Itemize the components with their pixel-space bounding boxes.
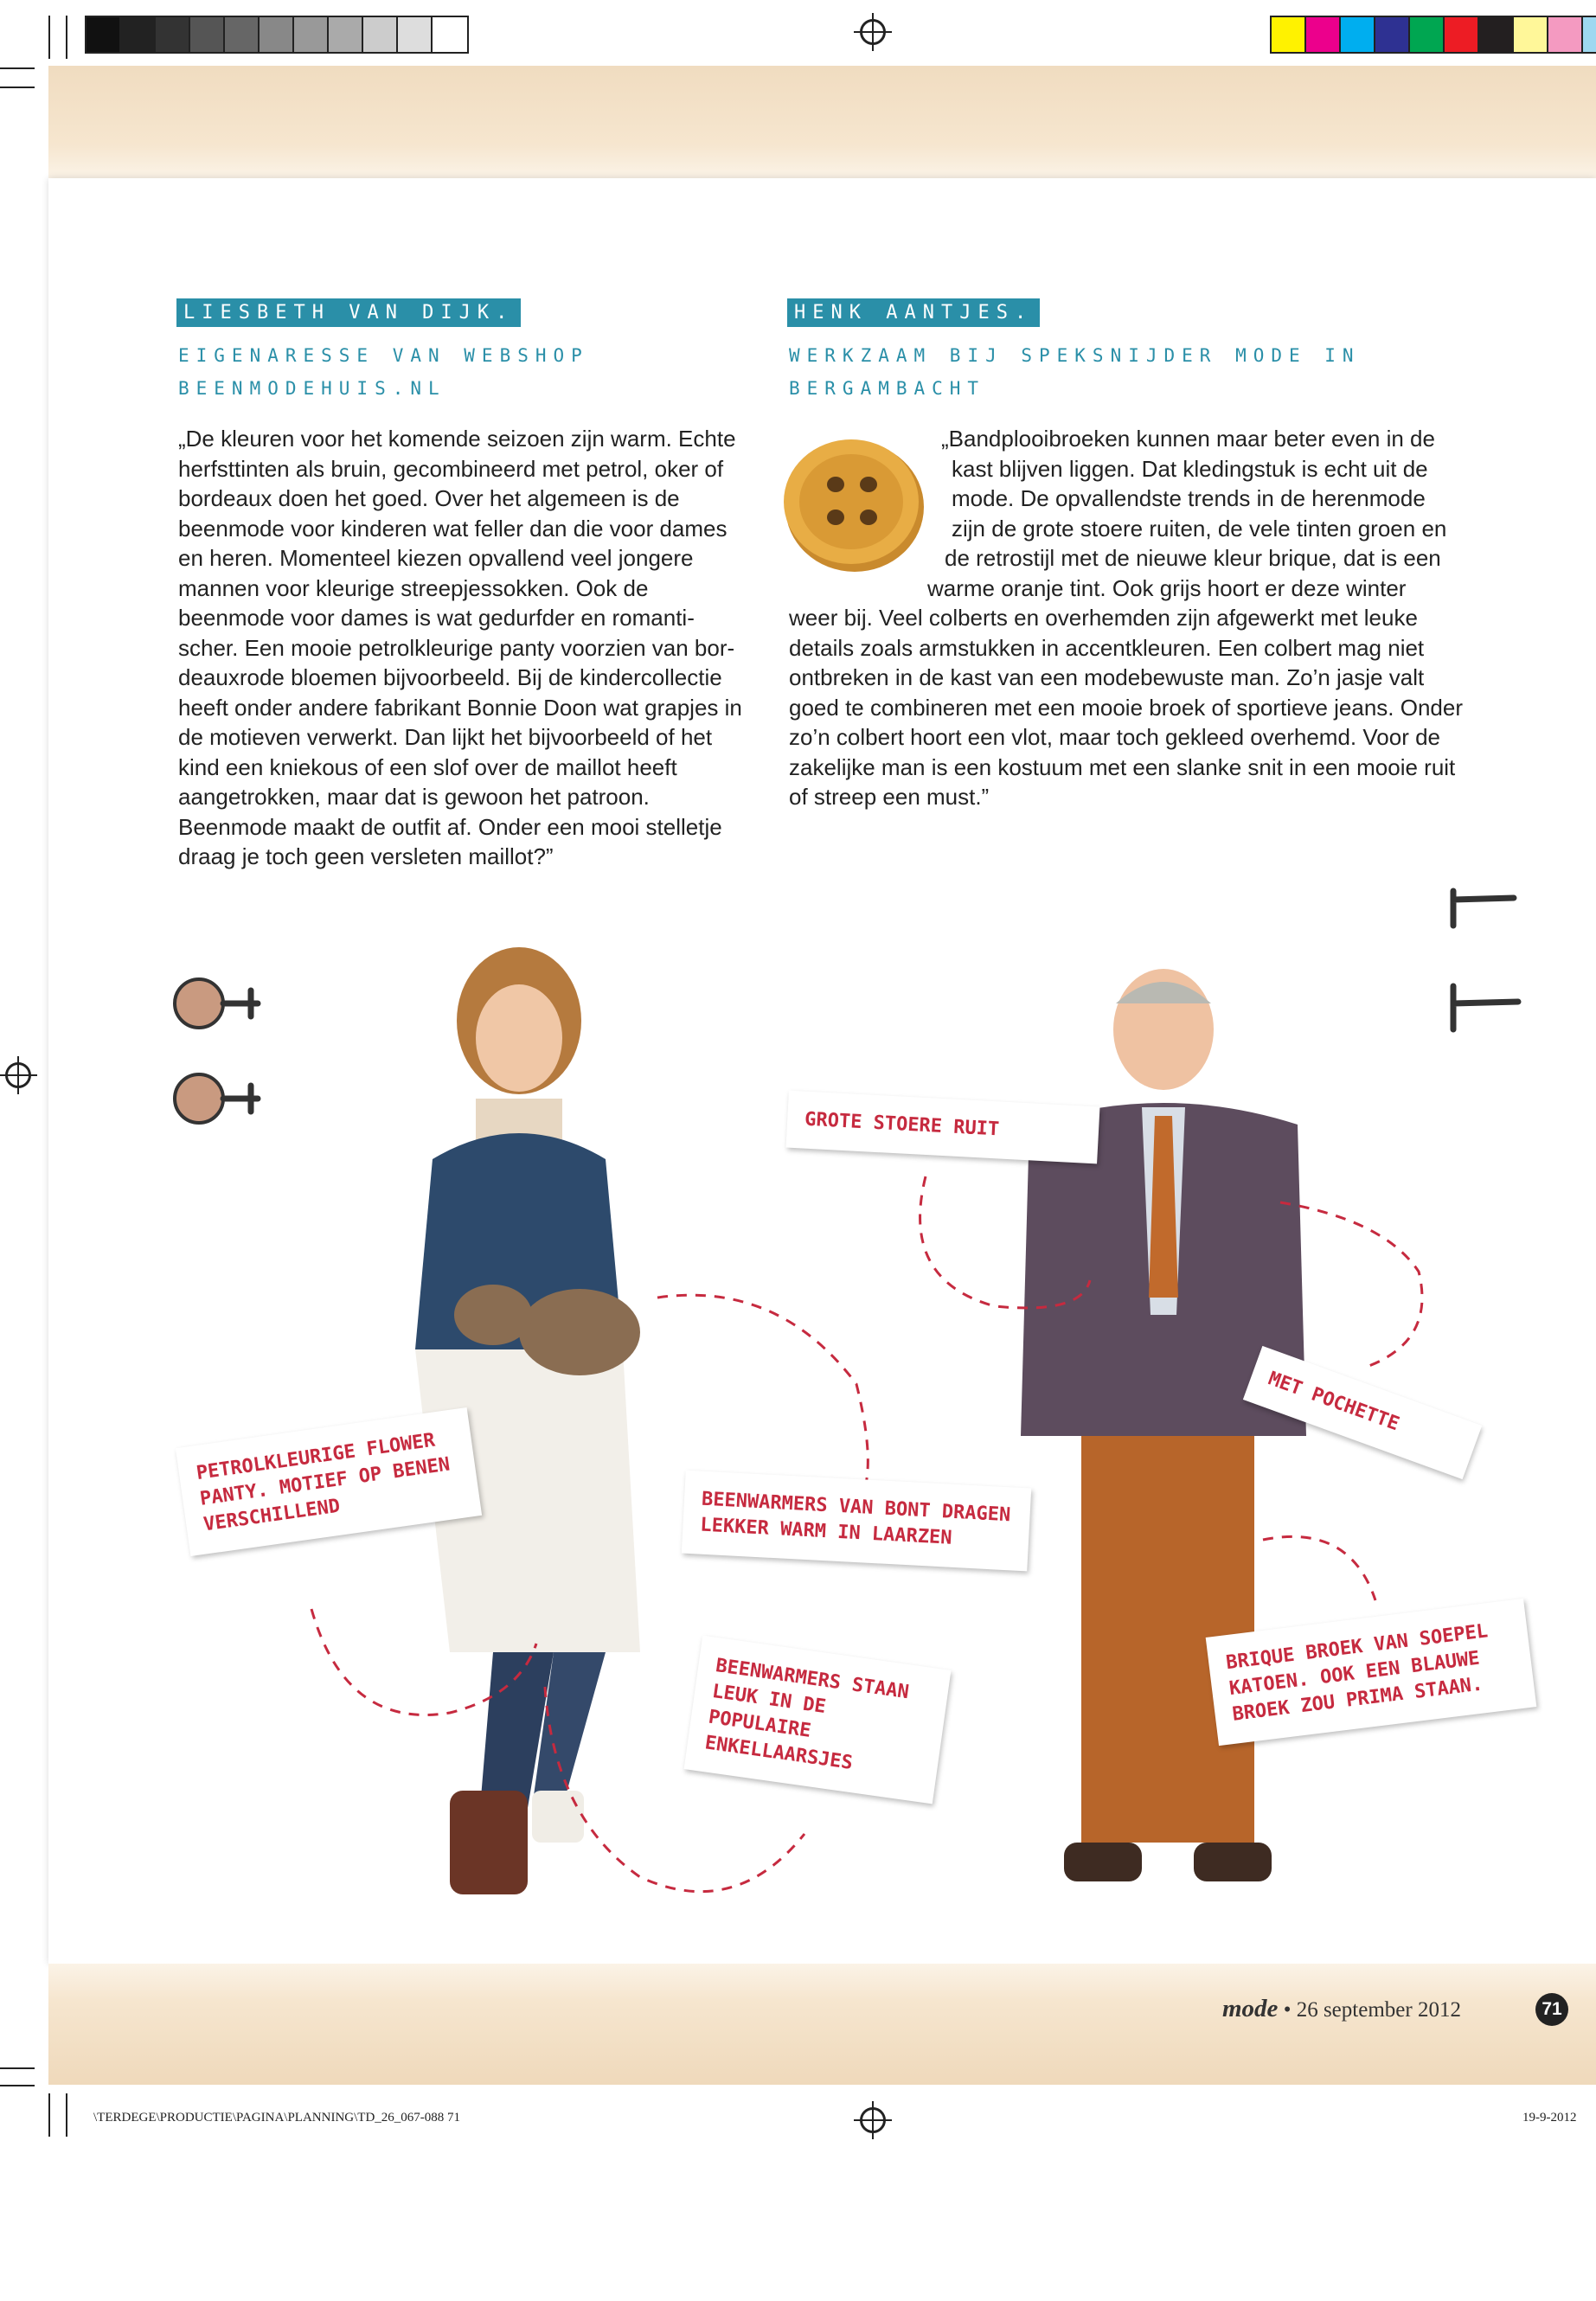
slug-path: \TERDEGE\PRODUCTIE\PAGINA\PLANNING\TD_26_067-088 71 — [93, 2111, 461, 2125]
left-quote-text: „De kleuren voor het komende seizoen zijn warm. Echte herfsttinten als bruin, gecombineerd met petrol, oker of bordeaux doen het goed. Over het algemeen is de beenmode voor kinderen wat feller dan die voor dames en heren. Momenteel kiezen opvallend veel jongere mannen voor kleurige streepjessokken. Ook de beenmode voor dames is wat gedurfder en romanti-scher. Een mooie petrolkleurige panty voorzien van bor-deauxrode bloemen bijvoorbeeld. Bij de kindercollectie heeft onder andere fabrikant Bonnie Doon wat grapjes in de motieven verwerkt. Dan lijkt het bijvoorbeeld of het kind een kniekous of een slof over de maillot heeft aangetrokken, maar dat is gewoon het patroon. Beenmode maakt de outfit af. Onder een mooi stelletje draag je toch geen versleten maillot?” — [178, 426, 742, 869]
left-name-tag: LIESBETH VAN DIJK. — [176, 298, 521, 327]
left-role-line1: EIGENARESSE VAN WEBSHOP — [178, 345, 589, 366]
note-pochette: MET POCHETTE — [1243, 1346, 1482, 1479]
left-role-line2: BEENMODEHUIS.NL — [178, 378, 446, 399]
right-quote-line-3: mode. De opvallendste trends in de herenmode — [952, 485, 1426, 511]
right-quote-line-6: warme oranje tint. Ook grijs hoort er deze winter — [927, 574, 1407, 601]
right-role-line2: BERGAMBACHT — [789, 378, 986, 399]
slug-date: 19-9-2012 — [1522, 2111, 1577, 2125]
right-quote-line-1: „Bandplooibroeken kunnen maar beter even in de — [941, 426, 1435, 452]
right-quote-line-2: kast blijven liggen. Dat kledingstuk is echt uit de — [952, 455, 1428, 482]
footer-section: mode — [1222, 1995, 1279, 2022]
note-ruit: GROTE STOERE RUIT — [786, 1091, 1100, 1164]
footer-date: 26 september 2012 — [1296, 1998, 1461, 2022]
right-role-line1: WERKZAAM BIJ SPEKSNIJDER MODE IN — [789, 345, 1361, 366]
right-quote-rest: weer bij. Veel colberts en overhemden zijn afgewerkt met leuke details zoals armstukken in accentkleuren. Een colbert mag niet ontbreken in de kast van een modebewuste man. Zo’n jasje valt goed te combineren met een mooie broek of sportieve jeans. Onder zo’n colbert hoort een vlot, maar toch gekleed overhemd. Voor de zakelijke man is een kostuum met een slanke snit in een mooie ruit of streep een must.” — [789, 605, 1464, 810]
right-name-tag: HENK AANTJES. — [787, 298, 1040, 327]
note-beenwarmers-enkel: BEENWARMERS STAAN LEUK IN DE POPULAIRE ENKELLAARSJES — [684, 1636, 952, 1804]
note-petrol: PETROLKLEURIGE FLOWER PANTY. MOTIEF OP BENEN VERSCHILLEND — [176, 1407, 482, 1556]
footer — [1222, 1995, 1461, 2023]
right-quote-line-4: zijn de grote stoere ruiten, de vele tinten groen en — [952, 515, 1447, 542]
note-beenwarmers-bont: BEENWARMERS VAN BONT DRAGEN LEKKER WARM IN LAARZEN — [682, 1471, 1031, 1572]
note-brique: BRIQUE BROEK VAN SOEPEL KATOEN. OOK EEN BLAUWE BROEK ZOU PRIMA STAAN. — [1206, 1599, 1537, 1746]
footer-bullet: • — [1283, 1998, 1297, 2022]
page-number-badge: 71 — [1535, 1993, 1568, 2026]
right-quote-line-5: de retrostijl met de nieuwe kleur brique, dat is een — [945, 545, 1441, 571]
